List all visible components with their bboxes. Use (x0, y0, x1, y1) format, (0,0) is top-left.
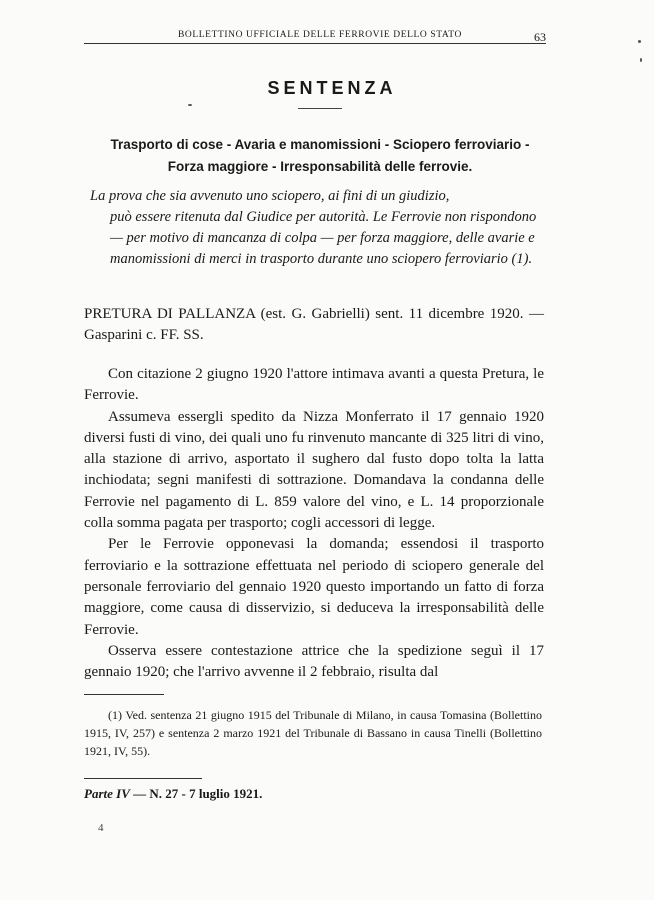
subject-line-2: Forza maggiore - Irresponsabilità delle ferrovie. (167, 159, 473, 174)
title-divider (298, 108, 342, 109)
subject-line-1: Trasporto di cose - Avaria e manomissioni - Sciopero ferroviario - (110, 137, 530, 152)
legal-maxim (90, 186, 542, 270)
paragraph: Assumeva essergli spedito da Nizza Monferrato il 17 gennaio 1920 diversi fusti di vino, dei quali uno fu rinvenuto mancante di 325 litri di vino, alla stazione di arrivo, asportato il sughero dal fusto dopo tolta la latta inchiodata; segni manifesti di sottrazione. Domandava la condanna delle Ferrovie nel pagamento di L. 859 valore del vino, e L. 14 proporzionale colla somma pagata per trasporto; cogli accessori di legge. (84, 408, 544, 532)
journal-title: BOLLETTINO UFFICIALE DELLE FERROVIE DELLO STATO (177, 30, 462, 40)
part-details: — N. 27 - 7 luglio 1921. (133, 786, 263, 801)
footnote-divider (84, 694, 164, 695)
maxim-first-line: La prova che sia avvenuto uno sciopero, ai fini di un giudizio, (90, 188, 450, 204)
case-subject (84, 134, 556, 178)
paragraph: Per le Ferrovie opponevasi la domanda; essendosi il trasporto ferroviario e la sottrazione effettuata nel periodo di sciopero generale del personale ferroviario del gennaio 1920 questo importando un fatto di forza maggiore, come causa di disservizio, si deduceva la irresponsabilità delle Ferrovie. (84, 536, 544, 638)
signature-marker: 4 (98, 822, 104, 834)
footnote: (1) Ved. sentenza 21 giugno 1915 del Tribunale di Milano, in causa Tomasina (Bollettino 1915, IV, 257) e sentenza 2 marzo 1921 del Tribunale di Bassano in causa Tinelli (Bollettino 1921, IV, 55). (84, 708, 542, 758)
document-title: SENTENZA (267, 78, 397, 98)
scan-speck (188, 104, 192, 106)
court-reference: PRETURA DI PALLANZA (est. G. Gabrielli) sent. 11 dicembre 1920. — Gasparini c. FF. SS. (84, 306, 544, 343)
running-header (84, 30, 546, 44)
part-line (84, 786, 262, 802)
paragraph: Con citazione 2 giugno 1920 l'attore intimava avanti a questa Pretura, le Ferrovie. (84, 366, 544, 404)
page-number: 63 (534, 30, 546, 44)
paragraph: Osserva essere contestazione attrice che la spedizione seguì il 17 gennaio 1920; che l'arrivo avvenne il 2 febbraio, risulta dal (84, 642, 544, 681)
judgment-body (84, 364, 544, 683)
part-divider (84, 778, 202, 779)
part-label: Parte IV (84, 786, 130, 801)
scan-speck (638, 40, 641, 43)
maxim-continuation: può essere ritenuta dal Giudice per autorità. Le Ferrovie non rispondono — per motivo di mancanza di colpa — per forza maggiore, delle avarie e manomissioni di merci in trasporto durante uno sciopero ferroviario (1). (110, 209, 537, 267)
scan-speck (640, 58, 642, 62)
